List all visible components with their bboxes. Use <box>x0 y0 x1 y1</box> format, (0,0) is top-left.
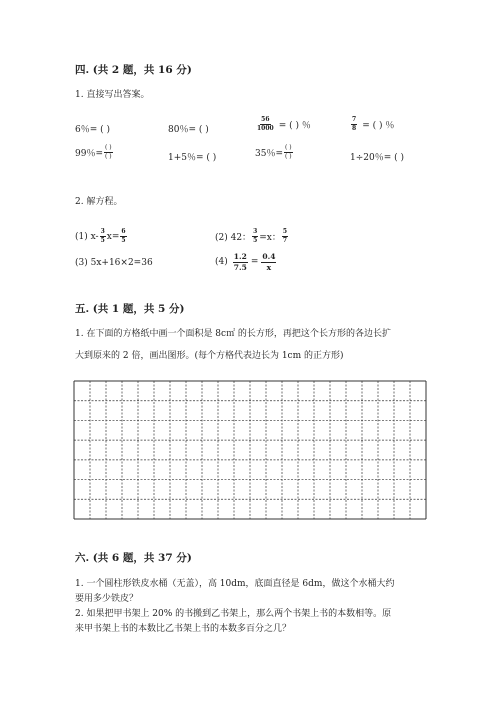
denominator: 1000 <box>257 125 274 132</box>
expr-mid: =x： <box>259 233 281 243</box>
fraction <box>100 229 106 244</box>
numerator: 5 <box>282 228 288 235</box>
numerator: 1.2 <box>233 252 247 261</box>
fraction <box>256 117 275 132</box>
q4-2-eq1 <box>75 229 128 244</box>
expr-head: 35％= <box>255 149 283 159</box>
q4-2-eq3: (3) 5x+16×2=36 <box>75 258 153 268</box>
q6-2-line1: 2. 如果把甲书架上 20% 的书搬到乙书架上，那么两个书架上书的本数相等。原 <box>75 609 392 619</box>
numerator: 3 <box>253 228 258 235</box>
denominator: 7.5 <box>233 262 247 272</box>
fraction <box>252 229 258 244</box>
expr-head: (2) 42： <box>215 233 252 243</box>
q4-2-eq2 <box>215 229 289 244</box>
square-grid-paper[interactable] <box>73 380 427 520</box>
expr-head: 99％= <box>75 149 103 159</box>
expr-head: (1) x- <box>75 231 99 242</box>
q4-1-label: 1. 直接写出答案。 <box>75 90 150 100</box>
fraction <box>282 229 288 244</box>
q4-1-r2c3 <box>255 145 294 160</box>
fraction <box>351 117 357 132</box>
q5-1-line2: 大到原来的 2 倍，画出图形。(每个方格代表边长为 1cm 的正方形) <box>75 351 344 361</box>
denominator: 5 <box>253 237 258 244</box>
q4-2-eq4 <box>215 253 277 271</box>
expr-mid: x= <box>106 231 120 242</box>
numerator: 56 <box>261 116 270 123</box>
q6-1-line2: 要用多少铁皮？ <box>75 594 139 604</box>
q4-1-r1c4 <box>350 117 394 132</box>
denominator: 5 <box>100 237 105 244</box>
denominator: 7 <box>282 237 288 244</box>
denominator: 5 <box>121 237 126 244</box>
q4-1-r2c4: 1÷20％= ( ) <box>350 153 405 163</box>
q4-1-r2c2: 1+5％= ( ) <box>168 153 217 163</box>
fraction <box>120 229 126 244</box>
numerator: 0.4 <box>262 252 276 261</box>
expr-head: (4) <box>215 257 228 267</box>
fraction <box>284 145 293 160</box>
numerator: ( ) <box>285 144 292 151</box>
expr-tail: = ( ) ％ <box>278 121 311 131</box>
fraction <box>104 145 113 160</box>
q4-1-r1c2: 80％= ( ) <box>168 125 209 135</box>
q4-2-label: 2. 解方程。 <box>75 197 123 207</box>
section6-title: 六. (共 6 题，共 37 分) <box>75 552 192 564</box>
denominator: ( ) <box>105 153 112 160</box>
q4-1-r2c1 <box>75 145 114 160</box>
numerator: 3 <box>100 228 105 235</box>
q6-1-line1: 1. 一个圆柱形铁皮水桶（无盖），高 10dm，底面直径是 6dm，做这个水桶大约 <box>75 579 395 589</box>
numerator: ( ) <box>105 144 112 151</box>
fraction <box>261 253 276 271</box>
fraction <box>233 253 248 271</box>
q5-1-line1: 1. 在下面的方格纸中画一个面积是 8c㎡ 的长方形，再把这个长方形的各边长扩 <box>75 329 391 339</box>
q4-1-r1c1: 6％= ( ) <box>75 125 111 135</box>
expr-tail: = ( ) ％ <box>362 121 395 131</box>
q4-1-r1c3 <box>255 117 311 132</box>
denominator: ( ) <box>285 153 292 160</box>
q6-2-line2: 来甲书架上书的本数比乙书架上书的本数多百分之几？ <box>75 624 292 634</box>
section4-title: 四. (共 2 题，共 16 分) <box>75 64 192 76</box>
numerator: 6 <box>121 228 126 235</box>
expr-mid: = <box>250 257 259 267</box>
numerator: 7 <box>352 116 357 123</box>
denominator: x <box>266 262 272 272</box>
denominator: 8 <box>352 125 357 132</box>
section5-title: 五. (共 1 题，共 5 分) <box>75 303 185 315</box>
